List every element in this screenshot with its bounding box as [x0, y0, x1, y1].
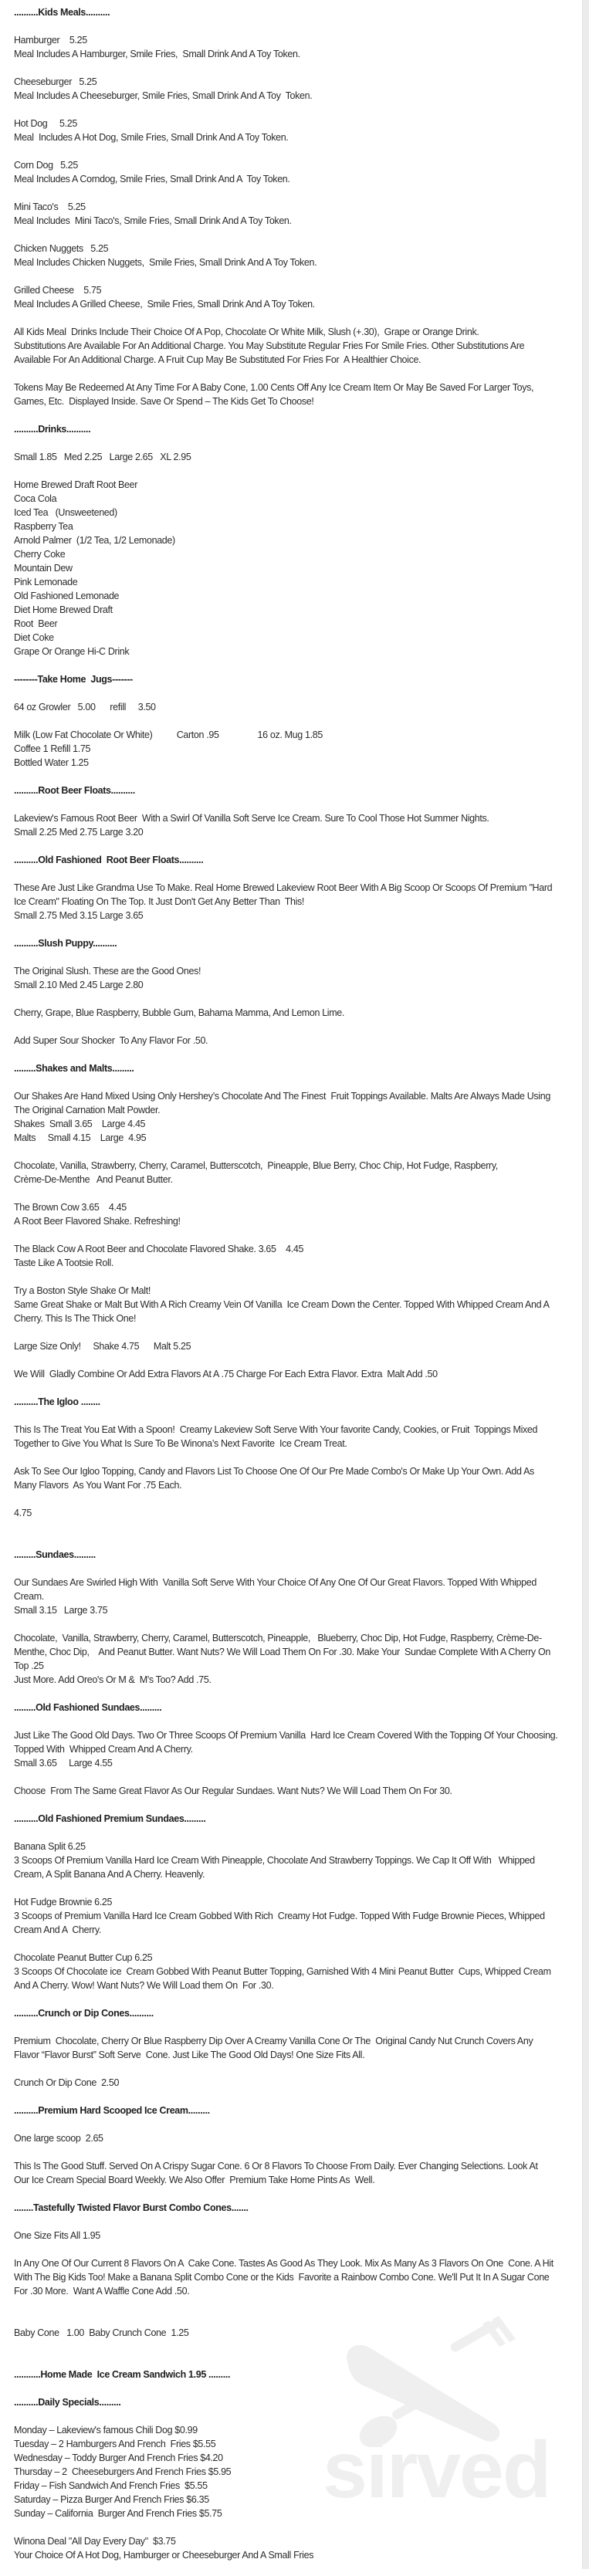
menu-paragraph: [14, 1159, 577, 1186]
menu-text-line: Small 1.85 Med 2.25 Large 2.65 XL 2.95: [14, 452, 191, 462]
menu-text-line: Ask To See Our Igloo Topping, Candy and Flavors List To Choose One Of Our Pre Made Combo's Or Make Up Your Own. Add As: [14, 1466, 534, 1477]
menu-paragraph: [14, 2076, 577, 2090]
menu-text-line: Cream.: [14, 1591, 44, 1602]
section-heading: [14, 1548, 577, 1562]
menu-text-line: Root Beer: [14, 618, 58, 629]
menu-text-line: Hot Fudge Brownie 6.25: [14, 1897, 113, 1907]
menu-paragraph: [14, 1576, 577, 1617]
section-heading: [14, 2368, 577, 2381]
menu-text-line: Topped With Whipped Cream And A Cherry.: [14, 1744, 193, 1755]
menu-text-line: Raspberry Tea: [14, 521, 73, 532]
menu-text-line: Our Sundaes Are Swirled High With Vanilla Soft Serve With Your Choice Of Any One Of Our Great Flavors. Topped With Whipped: [14, 1577, 537, 1588]
menu-text-line: A Root Beer Flavored Shake. Refreshing!: [14, 1216, 181, 1227]
menu-text-line: One large scoop 2.65: [14, 2133, 103, 2144]
menu-text-line: Just Like The Good Old Days. Two Or Three Scoops Of Premium Vanilla Hard Ice Cream Covered With the Topping Of Your Choosing.: [14, 1730, 558, 1741]
menu-text-line: The Original Carnation Malt Powder.: [14, 1105, 161, 1115]
menu-text-line: Diet Coke: [14, 632, 54, 643]
section-heading: [14, 2201, 577, 2215]
section-title: ..........Old Fashioned Premium Sundaes.........: [14, 1813, 206, 1824]
menu-text-line: Cheeseburger 5.25: [14, 76, 97, 87]
menu-text-line: Cherry Coke: [14, 549, 66, 560]
menu-text-line: Hamburger 5.25: [14, 35, 87, 46]
menu-text-line: Available For An Additional Charge. A Fruit Cup May Be Substituted For Fries For A Healthier Choice.: [14, 354, 421, 365]
menu-text-line: Lakeview's Famous Root Beer With a Swirl Of Vanilla Soft Serve Ice Cream. Sure To Cool Those Hot Summer Nights.: [14, 813, 489, 824]
section-heading: [14, 672, 577, 686]
menu-paragraph: [14, 1951, 577, 1992]
menu-text-line: Cream, A Split Banana And A Cherry. Heavenly.: [14, 1869, 205, 1880]
menu-text-line: Winona Deal "All Day Every Day" $3.75: [14, 2536, 176, 2547]
menu-text-line: And A Cherry. Wow! Want Nuts? We Will Load them On For .30.: [14, 1980, 274, 1991]
menu-paragraph: [14, 728, 577, 770]
section-title: .........Shakes and Malts.........: [14, 1063, 134, 1074]
menu-paragraph: [14, 1339, 577, 1353]
menu-text-line: 3 Scoops Of Chocolate ice Cream Gobbed With Peanut Butter Topping, Garnished With 4 Mini Peanut Butter Cups, Whipped Cream: [14, 1966, 551, 1977]
scrollbar[interactable]: [582, 0, 589, 2569]
menu-text-line: Choose From The Same Great Flavor As Our Regular Sundaes. Want Nuts? We Will Load Them On For 30.: [14, 1786, 452, 1796]
menu-paragraph: [14, 1242, 577, 1270]
menu-paragraph: [14, 1006, 577, 1020]
menu-text-line: Tokens May Be Redeemed At Any Time For A Baby Cone, 1.00 Cents Off Any Ice Cream Item Or May Be Saved For Larger Toys,: [14, 382, 534, 393]
menu-paragraph: [14, 2131, 577, 2145]
menu-text-line: Cream And A Cherry.: [14, 1924, 101, 1935]
menu-text-line: Thursday – 2 Cheeseburgers And French Fries $5.95: [14, 2466, 232, 2477]
section-title: ..........Old Fashioned Root Beer Floats..........: [14, 855, 204, 865]
menu-text-line: Meal Includes A Hot Dog, Smile Fries, Small Drink And A Toy Token.: [14, 132, 289, 143]
menu-paragraph: [14, 700, 577, 714]
menu-paragraph: [14, 478, 577, 658]
menu-text-line: These Are Just Like Grandma Use To Make. Real Home Brewed Lakeview Root Beer With A Big Scoop Or Scoops Of Premium "Hard: [14, 882, 553, 893]
menu-text-line: Pink Lemonade: [14, 577, 78, 587]
menu-text-line: Shakes Small 3.65 Large 4.45: [14, 1119, 146, 1129]
menu-paragraph: [14, 1464, 577, 1492]
section-title: ..........Drinks..........: [14, 424, 91, 435]
section-heading: [14, 2006, 577, 2020]
watermark-brand-text: sirved: [323, 2425, 550, 2515]
menu-paragraph: [14, 2034, 577, 2062]
section-heading: [14, 1395, 577, 1409]
menu-text-line: Iced Tea (Unsweetened): [14, 507, 117, 518]
menu-text-line: Meal Includes A Hamburger, Smile Fries, Small Drink And A Toy Token.: [14, 49, 300, 59]
menu-text-line: Menthe, Choc Dip, And Peanut Butter. Want Nuts? We Will Load Them On For .30. Make Your Sundae Complete With A Cherry On: [14, 1647, 550, 1657]
menu-text-line: For .30 More. Want A Waffle Cone Add .50.: [14, 2286, 190, 2297]
menu-text-line: Malts Small 4.15 Large 4.95: [14, 1132, 147, 1143]
menu-text-line: Small 3.65 Large 4.55: [14, 1758, 113, 1769]
menu-text-line: The Brown Cow 3.65 4.45: [14, 1202, 127, 1213]
menu-text-line: 4.75: [14, 1508, 32, 1518]
menu-paragraph: [14, 881, 577, 922]
menu-text-line: Corn Dog 5.25: [14, 160, 78, 171]
menu-text-line: Your Choice Of A Hot Dog, Hamburger or Cheeseburger And A Small Fries: [14, 2550, 314, 2561]
section-title: ..........The Igloo ........: [14, 1396, 100, 1407]
menu-paragraph: [14, 811, 577, 839]
menu-text-line: Many Flavors As You Want For .75 Each.: [14, 1480, 182, 1491]
menu-text-line: Old Fashioned Lemonade: [14, 591, 120, 601]
section-title: --------Take Home Jugs-------: [14, 674, 133, 685]
menu-paragraph: [14, 2256, 577, 2298]
menu-text-line: Just More. Add Oreo's Or M & M's Too? Add .75.: [14, 1674, 212, 1685]
section-heading: [14, 1061, 577, 1075]
menu-text-line: This Is The Treat You Eat With a Spoon! Creamy Lakeview Soft Serve With Your favorite Candy, Cookies, or Fruit Toppings Mixed: [14, 1424, 538, 1435]
section-title: ........Tastefully Twisted Flavor Burst Combo Cones.......: [14, 2202, 249, 2213]
menu-paragraph: [14, 1784, 577, 1798]
menu-text-line: Grape Or Orange Hi-C Drink: [14, 646, 130, 657]
section-heading: [14, 1701, 577, 1715]
menu-text-line: Taste Like A Tootsie Roll.: [14, 1258, 113, 1268]
menu-paragraph: [14, 1840, 577, 1881]
section-heading: [14, 422, 577, 436]
menu-text-line: Meal Includes A Grilled Cheese, Smile Fries, Small Drink And A Toy Token.: [14, 299, 315, 310]
menu-text-line: Banana Split 6.25: [14, 1841, 86, 1852]
menu-paragraph: [14, 1728, 577, 1770]
section-heading: [14, 2104, 577, 2117]
menu-text-line: Large Size Only! Shake 4.75 Malt 5.25: [14, 1341, 191, 1352]
menu-text-line: Coca Cola: [14, 493, 57, 504]
section-title: .........Sundaes.........: [14, 1549, 96, 1560]
menu-text-line: We Will Gladly Combine Or Add Extra Flavors At A .75 Charge For Each Extra Flavor. Extra Malt Add .50: [14, 1369, 438, 1379]
section-title: ..........Kids Meals..........: [14, 7, 110, 18]
menu-text-line: 3 Scoops of Premium Vanilla Hard Ice Cream Gobbed With Rich Creamy Hot Fudge. Topped With Fudge Brownie Pieces, Whipped: [14, 1911, 545, 1921]
menu-text-line: Chocolate, Vanilla, Strawberry, Cherry, Caramel, Butterscotch, Pineapple, Blueberry, Choc Dip, Hot Fudge, Raspberry, Crème-De-: [14, 1633, 542, 1643]
menu-text-line: All Kids Meal Drinks Include Their Choice Of A Pop, Chocolate Or White Milk, Slush (+.30), Grape or Orange Drink.: [14, 327, 479, 337]
menu-paragraph: [14, 2229, 577, 2243]
section-title: .........Old Fashioned Sundaes.........: [14, 1702, 162, 1713]
menu-text-line: Small 2.10 Med 2.45 Large 2.80: [14, 980, 144, 990]
menu-text-line: Small 3.15 Large 3.75: [14, 1605, 108, 1616]
section-title: ..........Root Beer Floats..........: [14, 785, 135, 796]
section-heading: [14, 784, 577, 797]
menu-paragraph: [14, 1284, 577, 1325]
menu-text-line: Monday – Lakeview's famous Chili Dog $0.99: [14, 2425, 198, 2436]
menu-text-line: Ice Cream" Floating On The Top. It Just Don't Get Any Better Than This!: [14, 896, 305, 907]
menu-text-line: Meal Includes Chicken Nuggets, Smile Fries, Small Drink And A Toy Token.: [14, 257, 317, 268]
menu-text-line: Small 2.75 Med 3.15 Large 3.65: [14, 910, 144, 921]
menu-paragraph: [14, 1034, 577, 1048]
menu-text-line: Our Ice Cream Special Board Weekly. We Also Offer Premium Take Home Pints As Well.: [14, 2175, 375, 2185]
section-heading: [14, 1812, 577, 1826]
section-heading: [14, 5, 577, 19]
menu-paragraph: [14, 200, 577, 228]
menu-text-line: 3 Scoops Of Premium Vanilla Hard Ice Cream With Pineapple, Chocolate And Strawberry Toppings. We Cap It Off With Whipped: [14, 1855, 535, 1866]
menu-text-line: Tuesday – 2 Hamburgers And French Fries $5.55: [14, 2439, 216, 2449]
menu-paragraph: [14, 450, 577, 464]
menu-text-line: Friday – Fish Sandwich And French Fries $5.55: [14, 2480, 208, 2491]
menu-text-line: Small 2.25 Med 2.75 Large 3.20: [14, 827, 144, 838]
menu-text-line: Bottled Water 1.25: [14, 757, 89, 768]
menu-text-line: Wednesday – Toddy Burger And French Fries $4.20: [14, 2452, 223, 2463]
menu-paragraph: [14, 1506, 577, 1520]
menu-text-line: Cherry. This Is The Thick One!: [14, 1313, 137, 1324]
menu-paragraph: [14, 1367, 577, 1381]
section-title: ..........Daily Specials.........: [14, 2397, 121, 2408]
menu-text-line: Hot Dog 5.25: [14, 118, 77, 129]
menu-text-line: In Any One Of Our Current 8 Flavors On A Cake Cone. Tastes As Good As They Look. Mix As Many As 3 Flavors On One Cone. A Hit: [14, 2258, 553, 2269]
menu-paragraph: [14, 2159, 577, 2187]
menu-paragraph: [14, 1631, 577, 1687]
menu-text-line: One Size Fits All 1.95: [14, 2230, 100, 2241]
menu-text-line: The Original Slush. These are the Good Ones!: [14, 966, 201, 977]
section-title: ...........Home Made Ice Cream Sandwich 1.95 .........: [14, 2369, 231, 2380]
section-title: ..........Crunch or Dip Cones..........: [14, 2008, 154, 2019]
menu-paragraph: [14, 1423, 577, 1450]
menu-paragraph: [14, 158, 577, 186]
menu-paragraph: [14, 381, 577, 408]
menu-text-line: Substitutions Are Available For An Additional Charge. You May Substitute Regular Fries For Smile Fries. Other Substitutions Are: [14, 340, 525, 351]
menu-text-line: Flavor “Flavor Burst” Soft Serve Cone. Just Like The Good Old Days! One Size Fits All.: [14, 2050, 365, 2060]
menu-text-line: Saturday – Pizza Burger And French Fries $6.35: [14, 2494, 209, 2505]
menu-paragraph: [14, 1895, 577, 1937]
menu-paragraph: [14, 2326, 577, 2340]
section-heading: [14, 2395, 577, 2409]
menu-text-line: Baby Cone 1.00 Baby Crunch Cone 1.25: [14, 2327, 189, 2338]
section-heading: [14, 853, 577, 867]
menu-text-line: This Is The Good Stuff. Served On A Crispy Sugar Cone. 6 Or 8 Flavors To Choose From Daily. Ever Changing Selections. Look At: [14, 2161, 538, 2171]
menu-paragraph: [14, 283, 577, 311]
menu-text-line: Top .25: [14, 1660, 44, 1671]
menu-paragraph: [14, 1089, 577, 1145]
menu-text-line: Our Shakes Are Hand Mixed Using Only Hershey’s Chocolate And The Finest Fruit Toppings Available. Malts Are Always Made Using: [14, 1091, 550, 1102]
menu-paragraph: [14, 75, 577, 103]
menu-text-line: Games, Etc. Displayed Inside. Save Or Spend – The Kids Get To Choose!: [14, 396, 314, 407]
menu-text-line: Try a Boston Style Shake Or Malt!: [14, 1285, 151, 1296]
menu-text-line: Grilled Cheese 5.75: [14, 285, 102, 296]
menu-text-line: Same Great Shake or Malt But With A Rich Creamy Vein Of Vanilla Ice Cream Down the Center. Topped With Whipped Cream And A: [14, 1299, 550, 1310]
menu-text-line: Add Super Sour Shocker To Any Flavor For .50.: [14, 1035, 208, 1046]
menu-paragraph: [14, 1200, 577, 1228]
menu-text-line: Mountain Dew: [14, 563, 73, 574]
menu-text-line: Crunch Or Dip Cone 2.50: [14, 2077, 120, 2088]
menu-text-line: Together to Give You What Is Sure To Be Winona’s Next Favorite Ice Cream Treat.: [14, 1438, 347, 1449]
menu-document: [14, 5, 577, 2576]
menu-text-line: Meal Includes Mini Taco's, Smile Fries, Small Drink And A Toy Token.: [14, 215, 292, 226]
menu-paragraph: [14, 2534, 577, 2562]
menu-text-line: Coffee 1 Refill 1.75: [14, 743, 91, 754]
menu-paragraph: [14, 964, 577, 992]
menu-text-line: Crème-De-Menthe And Peanut Butter.: [14, 1174, 173, 1185]
menu-text-line: Chocolate, Vanilla, Strawberry, Cherry, Caramel, Butterscotch, Pineapple, Blue Berry, Choc Chip, Hot Fudge, Raspberry,: [14, 1160, 498, 1171]
menu-text-line: Milk (Low Fat Chocolate Or White) Carton .95 16 oz. Mug 1.85: [14, 729, 323, 740]
menu-paragraph: [14, 117, 577, 144]
menu-text-line: The Black Cow A Root Beer and Chocolate Flavored Shake. 3.65 4.45: [14, 1244, 304, 1254]
section-heading: [14, 936, 577, 950]
section-title: ..........Slush Puppy..........: [14, 938, 117, 949]
menu-text-line: Chocolate Peanut Butter Cup 6.25: [14, 1952, 153, 1963]
menu-text-line: With The Big Kids Too! Make a Banana Split Combo Cone or the Kids Favorite a Rainbow Combo Cone. We'll Put It In A Sugar Cone: [14, 2272, 550, 2283]
menu-paragraph: [14, 2423, 577, 2520]
menu-text-line: Premium Chocolate, Cherry Or Blue Raspberry Dip Over A Creamy Vanilla Cone Or The Original Candy Nut Crunch Covers Any: [14, 2036, 533, 2046]
menu-text-line: Mini Taco's 5.25: [14, 201, 86, 212]
menu-text-line: Cherry, Grape, Blue Raspberry, Bubble Gum, Bahama Mamma, And Lemon Lime.: [14, 1007, 345, 1018]
menu-text-line: Sunday – California Burger And French Fries $5.75: [14, 2508, 222, 2519]
menu-text-line: Meal Includes A Cheeseburger, Smile Fries, Small Drink And A Toy Token.: [14, 90, 313, 101]
menu-paragraph: [14, 325, 577, 367]
menu-text-line: Home Brewed Draft Root Beer: [14, 479, 138, 490]
section-title: ..........Premium Hard Scooped Ice Cream.........: [14, 2105, 210, 2116]
menu-text-line: Chicken Nuggets 5.25: [14, 243, 109, 254]
menu-text-line: Meal Includes A Corndog, Smile Fries, Small Drink And A Toy Token.: [14, 174, 290, 184]
menu-paragraph: [14, 33, 577, 61]
menu-text-line: Arnold Palmer (1/2 Tea, 1/2 Lemonade): [14, 535, 175, 546]
menu-paragraph: [14, 242, 577, 269]
menu-text-line: 64 oz Growler 5.00 refill 3.50: [14, 702, 156, 713]
menu-text-line: Diet Home Brewed Draft: [14, 604, 113, 615]
